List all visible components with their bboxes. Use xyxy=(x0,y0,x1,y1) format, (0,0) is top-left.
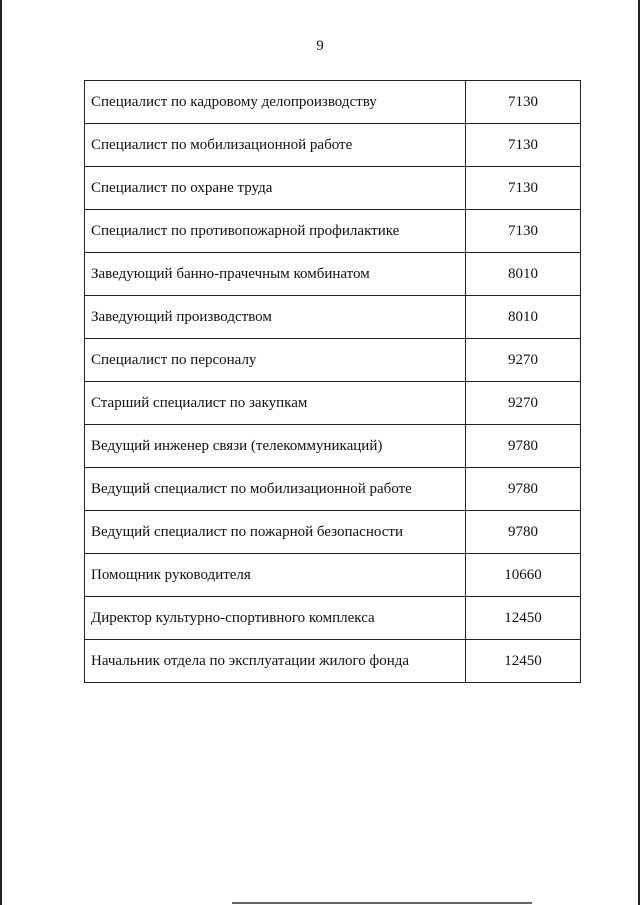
position-cell: Заведующий банно-прачечным комбинатом xyxy=(85,253,466,296)
position-cell: Заведующий производством xyxy=(85,296,466,339)
amount-cell: 9780 xyxy=(466,425,581,468)
position-cell: Ведущий специалист по пожарной безопасности xyxy=(85,511,466,554)
table-row xyxy=(85,554,581,597)
amount-cell: 7130 xyxy=(466,167,581,210)
table-row xyxy=(85,425,581,468)
table-row xyxy=(85,597,581,640)
amount-cell: 7130 xyxy=(466,81,581,124)
position-cell: Начальник отдела по эксплуатации жилого фонда xyxy=(85,640,466,683)
table-row xyxy=(85,253,581,296)
amount-cell: 9780 xyxy=(466,468,581,511)
table-row xyxy=(85,511,581,554)
scan-edge-left xyxy=(0,0,2,905)
position-cell: Ведущий инженер связи (телекоммуникаций) xyxy=(85,425,466,468)
amount-cell: 10660 xyxy=(466,554,581,597)
table-row xyxy=(85,468,581,511)
table-row xyxy=(85,382,581,425)
table-row xyxy=(85,296,581,339)
position-cell: Специалист по охране труда xyxy=(85,167,466,210)
position-cell: Директор культурно-спортивного комплекса xyxy=(85,597,466,640)
table-row xyxy=(85,640,581,683)
salary-table xyxy=(84,80,581,683)
scan-bottom-edge xyxy=(232,902,532,904)
position-cell: Специалист по противопожарной профилактике xyxy=(85,210,466,253)
amount-cell: 8010 xyxy=(466,253,581,296)
table-row xyxy=(85,81,581,124)
amount-cell: 7130 xyxy=(466,210,581,253)
position-cell: Ведущий специалист по мобилизационной работе xyxy=(85,468,466,511)
position-cell: Специалист по персоналу xyxy=(85,339,466,382)
amount-cell: 9270 xyxy=(466,339,581,382)
table-row xyxy=(85,124,581,167)
amount-cell: 9270 xyxy=(466,382,581,425)
amount-cell: 9780 xyxy=(466,511,581,554)
position-cell: Старший специалист по закупкам xyxy=(85,382,466,425)
amount-cell: 12450 xyxy=(466,597,581,640)
table-row xyxy=(85,210,581,253)
table-row xyxy=(85,339,581,382)
position-cell: Помощник руководителя xyxy=(85,554,466,597)
table-row xyxy=(85,167,581,210)
amount-cell: 8010 xyxy=(466,296,581,339)
amount-cell: 7130 xyxy=(466,124,581,167)
amount-cell: 12450 xyxy=(466,640,581,683)
page-number: 9 xyxy=(316,38,324,54)
position-cell: Специалист по мобилизационной работе xyxy=(85,124,466,167)
position-cell: Специалист по кадровому делопроизводству xyxy=(85,81,466,124)
